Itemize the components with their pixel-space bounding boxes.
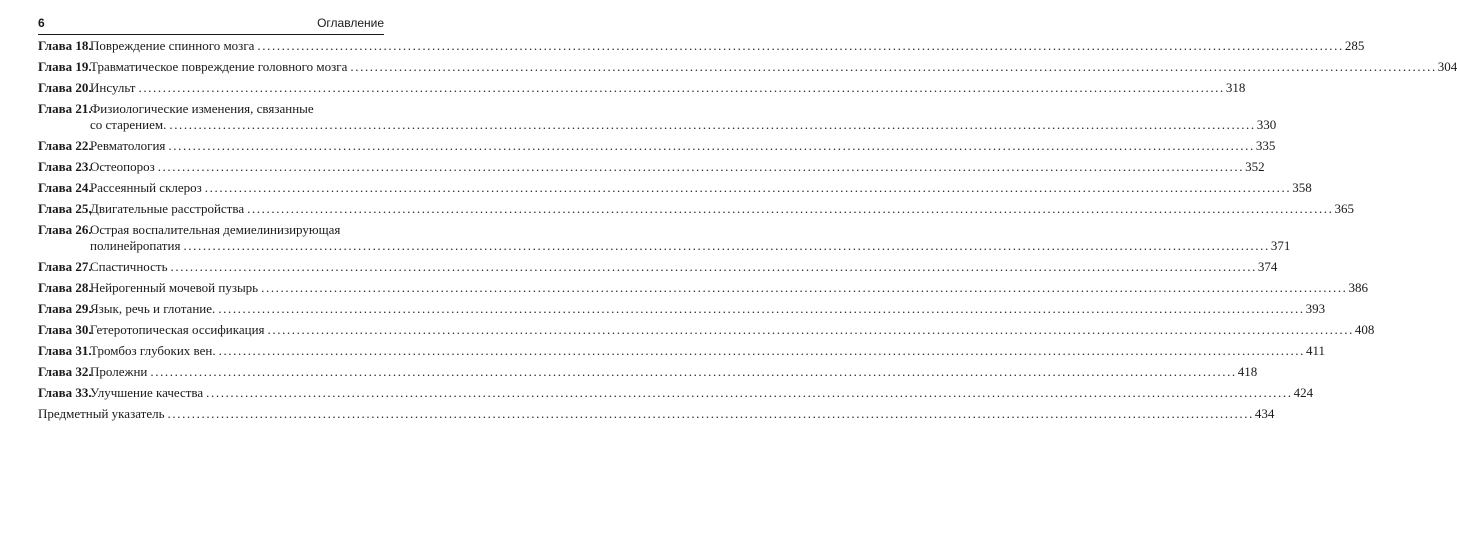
dot-leader — [218, 301, 1304, 317]
chapter-title-final-line — [90, 80, 1246, 96]
chapter-title-block — [90, 322, 1375, 338]
chapter-title: Травматическое повреждение головного мозга — [90, 59, 348, 74]
dot-leader — [158, 159, 1244, 175]
chapter-title-block — [90, 259, 1278, 275]
page-reference: 304 — [1437, 59, 1457, 74]
chapter-label: Глава 27. — [38, 259, 92, 274]
chapter-title-final-line — [90, 343, 1326, 359]
page-reference: 424 — [1293, 385, 1314, 400]
toc-entry — [38, 159, 1265, 175]
page-reference: 371 — [1270, 238, 1291, 253]
chapter-label: Глава 22. — [38, 138, 92, 153]
toc-entry — [38, 80, 1246, 96]
chapter-label: Глава 31. — [38, 343, 92, 358]
chapter-title-block — [90, 301, 1326, 317]
chapter-label: Глава 26. — [38, 222, 92, 237]
chapter-title: Тромбоз глубоких вен. — [90, 343, 216, 358]
chapter-label: Глава 30. — [38, 322, 92, 337]
page-reference: 358 — [1292, 180, 1312, 195]
chapter-title-final-line — [90, 138, 1276, 154]
toc-entry — [38, 280, 1369, 296]
chapter-title-block — [90, 385, 1314, 401]
dot-leader — [171, 259, 1257, 275]
page-reference: 393 — [1305, 301, 1326, 316]
section-title: Оглавление — [317, 16, 384, 30]
chapter-title: Повреждение спинного мозга — [90, 38, 255, 53]
dot-leader — [247, 201, 1333, 217]
toc-entry — [38, 59, 1457, 75]
page-number: 6 — [38, 16, 45, 30]
page-reference: 386 — [1348, 280, 1369, 295]
page-reference: 418 — [1237, 364, 1258, 379]
chapter-title-final-line — [90, 364, 1258, 380]
dot-leader — [183, 238, 1269, 254]
header-divider — [38, 34, 384, 35]
chapter-title: Пролежни — [90, 364, 148, 379]
chapter-title-final-line — [90, 201, 1355, 217]
page-reference: 285 — [1344, 38, 1365, 53]
dot-leader — [168, 138, 1254, 154]
dot-leader — [268, 322, 1354, 338]
toc-entry — [38, 301, 1326, 317]
chapter-title: Инсульт — [90, 80, 136, 95]
dot-leader — [350, 59, 1436, 75]
dot-leader — [138, 80, 1224, 96]
chapter-label: Глава 29. — [38, 301, 92, 316]
index-entry-line — [38, 406, 1274, 422]
chapter-title-final-line — [90, 180, 1312, 196]
toc-entry — [38, 364, 1258, 380]
toc-entry — [38, 259, 1278, 275]
toc-entry — [38, 38, 1365, 54]
toc-entry — [38, 101, 1277, 133]
chapter-title: Язык, речь и глотание. — [90, 301, 216, 316]
chapter-title: Спастичность — [90, 259, 168, 274]
chapter-title-block — [90, 138, 1276, 154]
chapter-label: Глава 28. — [38, 280, 92, 295]
toc-entry — [38, 138, 1276, 154]
page-reference: 434 — [1254, 406, 1275, 421]
chapter-label: Глава 32. — [38, 364, 92, 379]
page-reference: 335 — [1255, 138, 1276, 153]
chapter-title: Нейрогенный мочевой пузырь — [90, 280, 259, 295]
toc-entry — [38, 201, 1355, 217]
toc-entry — [38, 343, 1326, 359]
chapter-label: Глава 33. — [38, 385, 92, 400]
chapter-label: Глава 21. — [38, 101, 92, 116]
chapter-title-final-line — [90, 238, 1291, 254]
dot-leader — [169, 117, 1255, 133]
chapter-title-line: Физиологические изменения, связанные — [90, 101, 314, 116]
chapter-title-block — [90, 159, 1265, 175]
chapter-title: Улучшение качества — [90, 385, 204, 400]
chapter-title-block — [90, 180, 1312, 196]
dot-leader — [257, 38, 1343, 54]
chapter-title: Гетеротопическая оссификация — [90, 322, 265, 337]
chapter-title: полинейропатия — [90, 238, 181, 253]
chapter-title-final-line — [90, 59, 1457, 75]
chapter-label: Глава 25. — [38, 201, 92, 216]
chapter-title-final-line — [90, 38, 1365, 54]
page-reference: 318 — [1225, 80, 1246, 95]
toc-entry — [38, 222, 1291, 254]
chapter-title-block — [90, 38, 1365, 54]
dot-leader — [219, 343, 1305, 359]
chapter-title-block — [90, 201, 1355, 217]
dot-leader — [206, 385, 1292, 401]
toc-entry — [38, 322, 1375, 338]
page-reference: 374 — [1257, 259, 1278, 274]
chapter-label: Глава 23. — [38, 159, 92, 174]
chapter-title-final-line — [90, 385, 1314, 401]
toc-entry — [38, 180, 1312, 196]
toc-entry — [38, 385, 1314, 401]
index-title: Предметный указатель — [38, 406, 165, 421]
chapter-title-block — [90, 343, 1326, 359]
chapter-title-block — [90, 280, 1369, 296]
toc-entry-index — [38, 406, 1275, 422]
chapter-label: Глава 19. — [38, 59, 92, 74]
chapter-title-block — [90, 222, 1291, 254]
chapter-title: Двигательные расстройства — [90, 201, 245, 216]
table-of-contents — [38, 38, 1457, 427]
page-reference: 411 — [1306, 343, 1326, 358]
chapter-title-final-line — [90, 322, 1375, 338]
chapter-title: Остеопороз — [90, 159, 155, 174]
chapter-label: Глава 20. — [38, 80, 92, 95]
page-reference: 408 — [1354, 322, 1375, 337]
chapter-title: со старением. — [90, 117, 167, 132]
page-reference: 365 — [1334, 201, 1355, 216]
dot-leader — [205, 180, 1291, 196]
page-reference: 330 — [1256, 117, 1277, 132]
chapter-label: Глава 18. — [38, 38, 92, 53]
chapter-title-block — [90, 59, 1457, 75]
chapter-title-final-line — [90, 280, 1369, 296]
chapter-title-line: Острая воспалительная демиелинизирующая — [90, 222, 341, 237]
dot-leader — [261, 280, 1347, 296]
running-head — [38, 14, 384, 34]
chapter-title-final-line — [90, 259, 1278, 275]
chapter-title: Рассеянный склероз — [90, 180, 202, 195]
chapter-title-block — [90, 364, 1258, 380]
chapter-title-block — [90, 80, 1246, 96]
chapter-title-block — [90, 101, 1277, 133]
chapter-title-final-line — [90, 159, 1265, 175]
chapter-title-final-line — [90, 117, 1277, 133]
dot-leader — [168, 406, 1254, 422]
page-reference: 352 — [1245, 159, 1265, 174]
chapter-title: Ревматология — [90, 138, 166, 153]
dot-leader — [150, 364, 1236, 380]
chapter-label: Глава 24. — [38, 180, 92, 195]
chapter-title-final-line — [90, 301, 1326, 317]
